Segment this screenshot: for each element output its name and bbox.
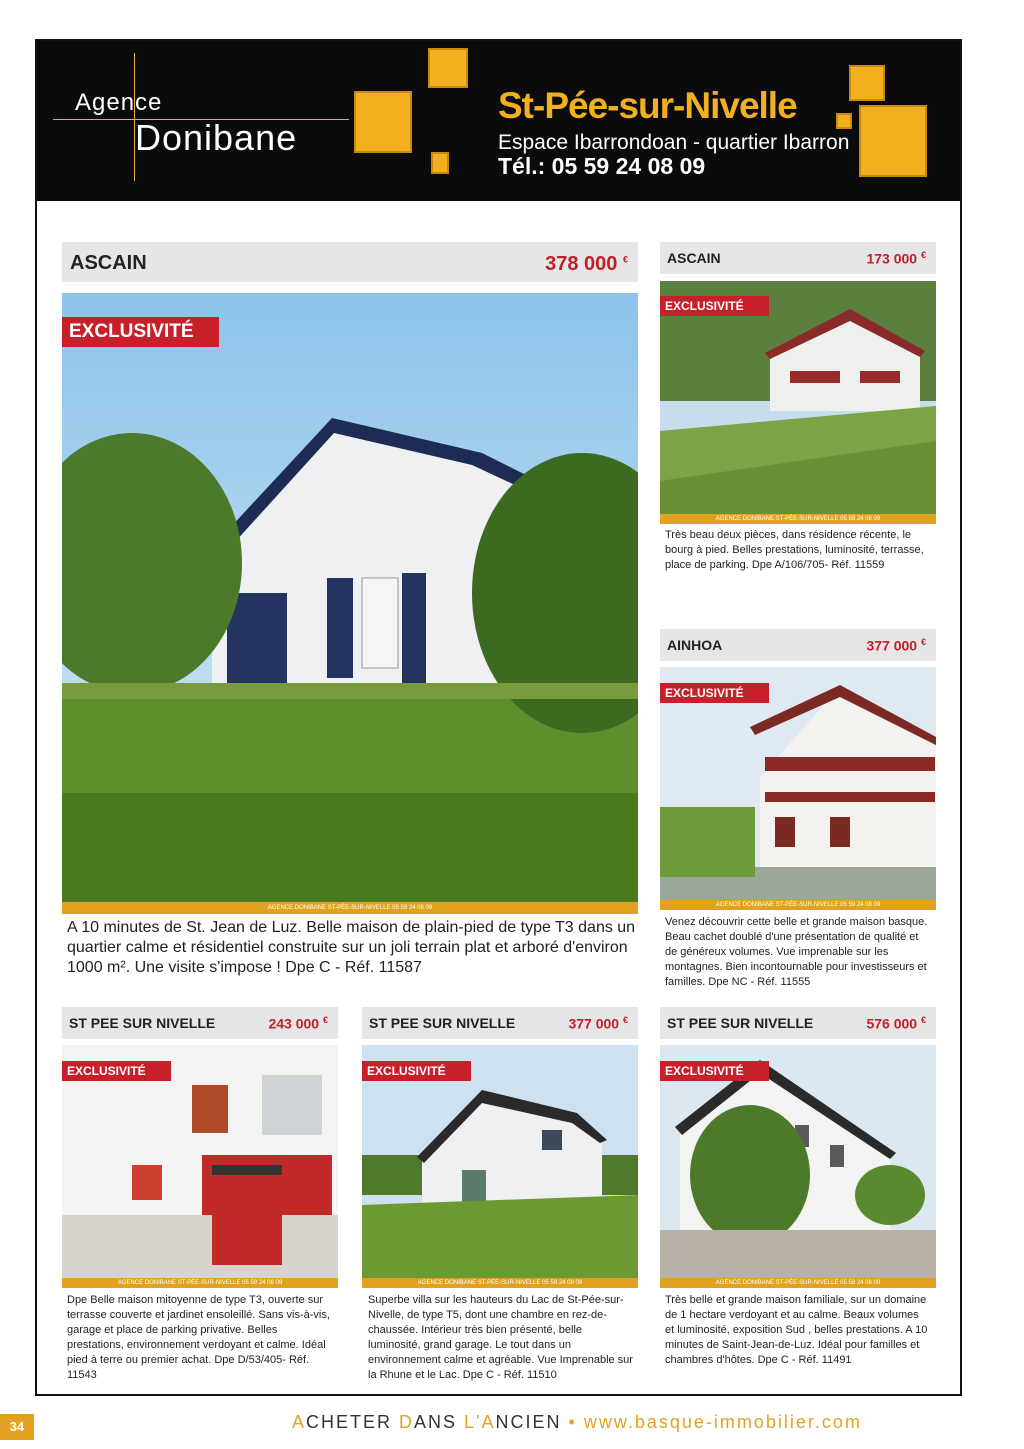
listing-header [660, 629, 936, 661]
listing-city: ASCAIN [70, 252, 147, 274]
property-photo [62, 293, 638, 914]
exclusivite-badge: EXCLUSIVITÉ [62, 317, 219, 347]
footer-initial: A [292, 1412, 307, 1432]
footer-word: ANS [414, 1412, 465, 1432]
listing-header [62, 1007, 338, 1039]
property-photo [62, 1045, 338, 1288]
listing-price: 378 000 € [545, 253, 628, 275]
property-photo [660, 281, 936, 524]
photo-caption: AGENCE DONIBANE ST-PÉE-SUR-NIVELLE 05 59 24 08 09 [660, 514, 936, 524]
listing-description: A 10 minutes de St. Jean de Luz. Belle maison de plain-pied de type T3 dans un quartier calme et résidentiel construite sur un joli terrain plat et arboré d'environ 1000 m². Une visite s'impose ! Dpe C - Réf. 11587 [67, 919, 636, 976]
listing-description: Venez découvrir cette belle et grande maison basque. Beau cachet doublé d'une présentation de qualité et de généreux volumes. Vue imprenable sur les montagnes. Bien incontournable pour investisseurs et familles. Dpe NC - Réf. 11555 [665, 916, 928, 988]
footer-initial: D [399, 1412, 415, 1432]
family-house-image [660, 1045, 936, 1288]
listing-description: Superbe villa sur les hauteurs du Lac de St-Pée-sur-Nivelle, de type T5, dont une chambre en rez-de-chaussée. Intérieur très bien présenté, belle luminosité, grand garage. Le tout dans un environnement calme et agréable. Vue Imprenable sur la Rhune et le Lac. Dpe C - Réf. 11510 [368, 1294, 633, 1381]
listing-city: ST PEE SUR NIVELLE [369, 1015, 516, 1031]
residence-building-image [660, 281, 936, 524]
exclusivite-badge: EXCLUSIVITÉ [660, 296, 769, 316]
exclusivite-badge: EXCLUSIVITÉ [62, 1061, 171, 1081]
listing-city: ST PEE SUR NIVELLE [69, 1015, 216, 1031]
office-phone: Tél.: 05 59 24 08 09 [498, 153, 706, 179]
listing-price: 377 000 € [866, 637, 926, 654]
villa-exterior-image [362, 1045, 638, 1288]
listing-city: ST PEE SUR NIVELLE [667, 1015, 814, 1031]
property-photo [362, 1045, 638, 1288]
exclusivite-badge: EXCLUSIVITÉ [362, 1061, 471, 1081]
photo-caption: AGENCE DONIBANE ST-PÉE-SUR-NIVELLE 05 59 24 08 09 [660, 1278, 936, 1288]
website-link[interactable]: www.basque-immobilier.com [583, 1412, 862, 1432]
property-photo [660, 667, 936, 910]
listing-header [660, 242, 936, 274]
property-photo [660, 1045, 936, 1288]
basque-house-image [660, 667, 936, 910]
listing-city: AINHOA [667, 637, 723, 653]
footer-initial: L'A [464, 1412, 496, 1432]
listing-description: Très belle et grande maison familiale, sur un domaine de 1 hectare verdoyant et au calme. Beaux volumes et luminosité, exposition Sud , belles prestations. A 10 minutes de Saint-Jean-de-Luz. Idéal pour familles et chambres d'hôtes. Dpe C - Réf. 11491 [665, 1294, 928, 1366]
listing-header [660, 1007, 936, 1039]
footer-bullet: • [568, 1412, 577, 1432]
house-with-palms-image [62, 293, 638, 914]
listing-description: Très beau deux pièces, dans résidence récente, le bourg à pied. Belles prestations, luminosité, terrasse, place de parking. Dpe A/106/705- Réf. 11559 [665, 529, 924, 571]
listing-description: Dpe Belle maison mitoyenne de type T3, ouverte sur terrasse couverte et jardinet ensoleillé. Sans vis-à-vis, garage et place de parking privative. Belles prestations, environnement verdoyant et calme. Idéal pied à terre ou premier achat. Dpe D/53/405- Réf. 11543 [67, 1294, 330, 1381]
listing-price: 243 000 € [268, 1015, 328, 1032]
listing-price: 576 000 € [866, 1015, 926, 1032]
footer-tagline [292, 1412, 862, 1433]
kitchen-interior-image [62, 1045, 338, 1288]
office-address: Espace Ibarrondoan - quartier Ibarron [498, 131, 850, 154]
footer-word: CHETER [306, 1412, 400, 1432]
exclusivite-badge: EXCLUSIVITÉ [660, 683, 769, 703]
listing-header [362, 1007, 638, 1039]
photo-caption: AGENCE DONIBANE ST-PÉE-SUR-NIVELLE 05 59 24 08 09 [660, 900, 936, 910]
exclusivite-badge: EXCLUSIVITÉ [660, 1061, 769, 1081]
listing-city: ASCAIN [667, 250, 721, 266]
office-title: St-Pée-sur-Nivelle [498, 85, 797, 126]
footer-word: NCIEN [495, 1412, 562, 1432]
logo-agence-text: Agence [75, 89, 163, 116]
listing-price: 377 000 € [568, 1015, 628, 1032]
photo-caption: AGENCE DONIBANE ST-PÉE-SUR-NIVELLE 05 59 24 08 09 [62, 1278, 338, 1288]
photo-caption: AGENCE DONIBANE ST-PÉE-SUR-NIVELLE 05 59 24 08 09 [362, 1278, 638, 1288]
listing-header [62, 242, 638, 282]
listing-price: 173 000 € [866, 250, 926, 267]
photo-caption: AGENCE DONIBANE ST-PÉE-SUR-NIVELLE 05 59 24 08 09 [62, 902, 638, 914]
logo-donibane-text: Donibane [135, 117, 298, 158]
page-number: 34 [0, 1414, 34, 1440]
